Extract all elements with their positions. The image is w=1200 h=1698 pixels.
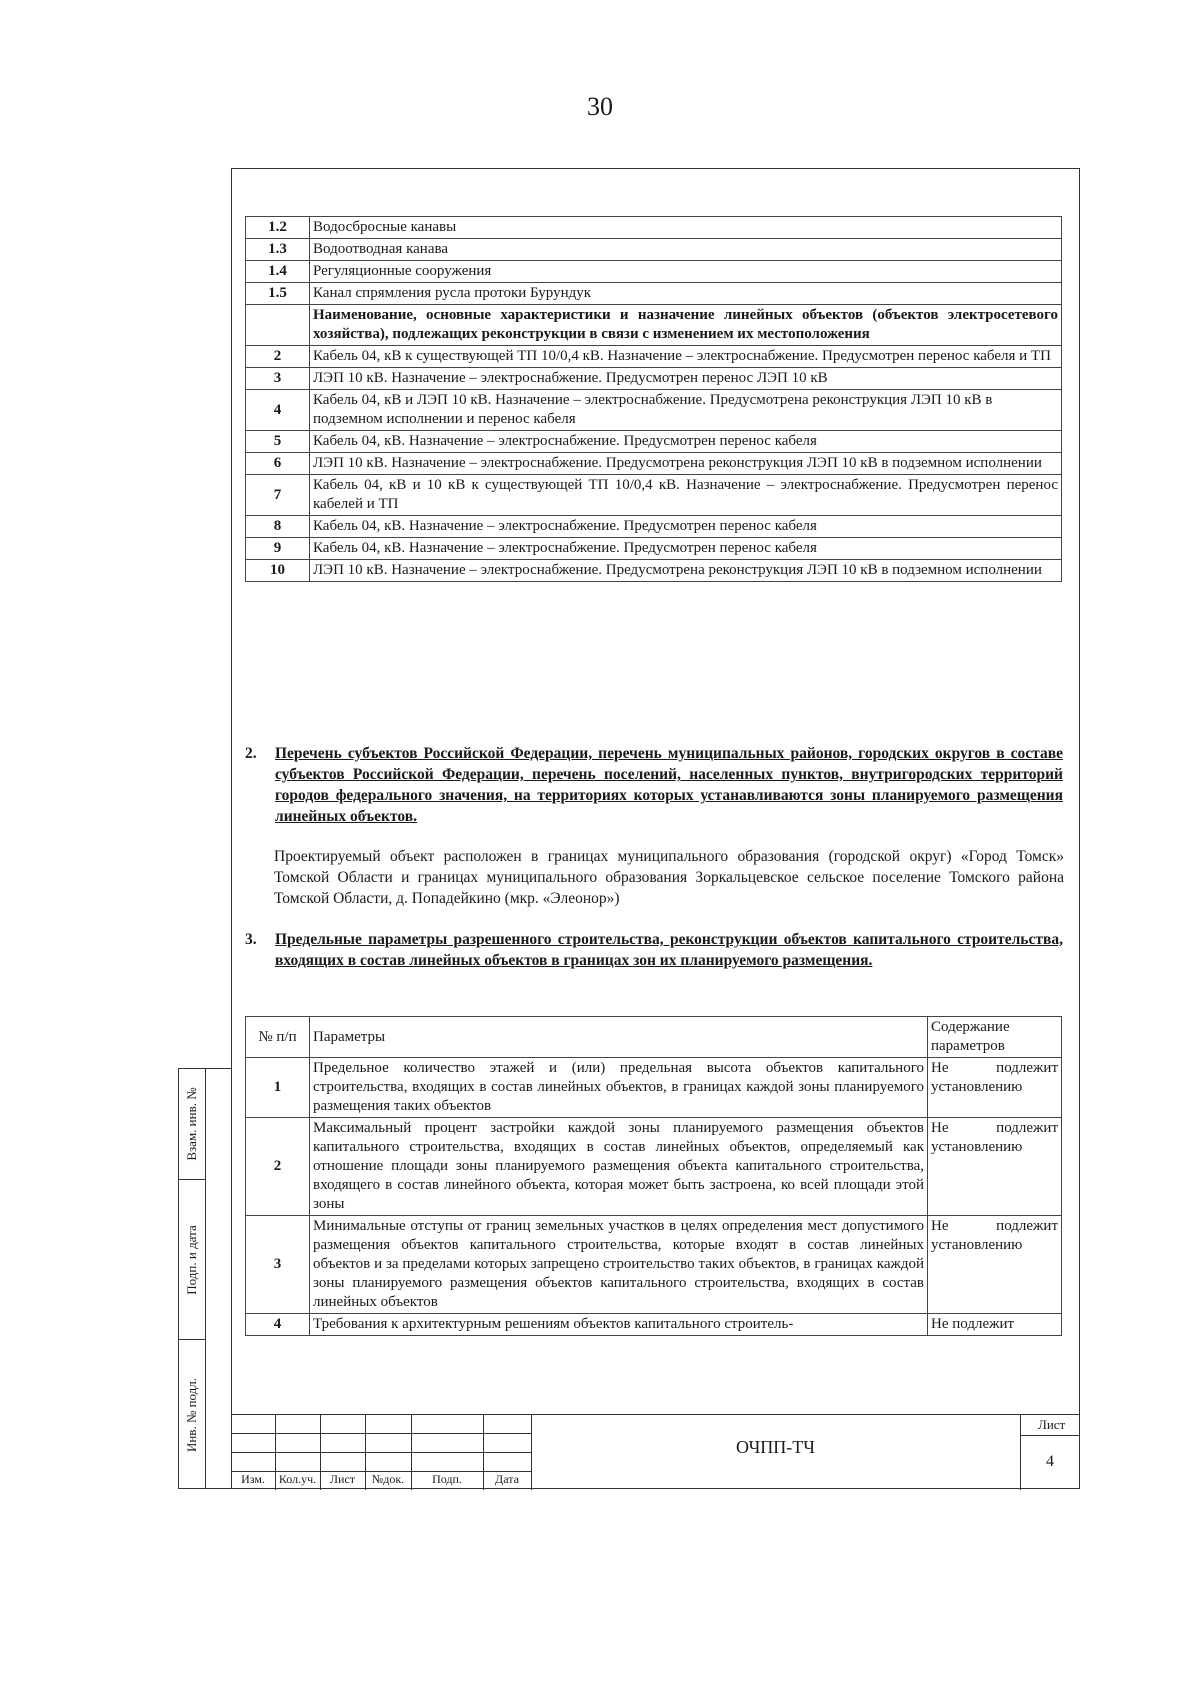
side-stamp-cell — [179, 1179, 205, 1340]
section-title: Перечень субъектов Российской Федерации, перечень муниципальных районов, городских округов в составе субъектов Российской Федерации, перечень поселений, населенных пунктов, внутригородских территорий городов федерального значения, на территориях которых устанавливаются зоны планируемого размещения линейных объектов. — [275, 745, 1063, 825]
row-number: 9 — [246, 538, 310, 560]
table-row — [246, 305, 1062, 346]
col-label: Дата — [495, 1472, 519, 1486]
table-row — [246, 453, 1062, 475]
row-content: Не подлежит установлению — [928, 1118, 1062, 1216]
row-text: Наименование, основные характеристики и назначение линейных объектов (объектов электросетевого хозяйства), подлежащих реконструкции в связи с изменением их местоположения — [310, 305, 1062, 346]
row-number: 1.2 — [246, 217, 310, 239]
parameters-table — [245, 1016, 1062, 1336]
page-number: 30 — [587, 92, 613, 121]
row-text: Кабель 04, кВ. Назначение – электроснабжение. Предусмотрен перенос кабеля — [310, 431, 1062, 453]
table-row — [246, 368, 1062, 390]
col-label: Кол.уч. — [278, 1472, 317, 1486]
table-row — [246, 1058, 1062, 1118]
row-content: Не подлежит установлению — [928, 1216, 1062, 1314]
row-text: Регуляционные сооружения — [310, 261, 1062, 283]
row-number: 8 — [246, 516, 310, 538]
row-text: ЛЭП 10 кВ. Назначение – электроснабжение. Предусмотрена реконструкция ЛЭП 10 кВ в подземном исполнении — [310, 453, 1062, 475]
row-number: 6 — [246, 453, 310, 475]
side-stamp-label: Взам. инв. № — [184, 1087, 199, 1161]
row-text: Водоотводная канава — [310, 239, 1062, 261]
side-stamp — [178, 1068, 231, 1489]
table-row — [246, 1314, 1062, 1336]
section-2-paragraph: Проектируемый объект расположен в границах муниципального образования (городской округ) «Город Томск» Томской Области и границах муниципального образования Зоркальцевское сельское поселение Томского района Томской Области, д. Попадейкино (мкр. «Элеонор») — [274, 848, 1064, 907]
section-number: 2. — [245, 745, 257, 762]
side-stamp-cell — [179, 1339, 205, 1490]
section-2-heading — [245, 743, 1063, 827]
row-param: Требования к архитектурным решениям объектов капитального строитель- — [310, 1314, 928, 1336]
table-row — [246, 283, 1062, 305]
header-num: № п/п — [246, 1017, 310, 1058]
section-3-heading — [245, 929, 1063, 971]
row-param: Максимальный процент застройки каждой зоны планируемого размещения объектов капитального строительства, входящих в состав линейных объектов, определяемый как отношение площади зоны планируемого размещения объекта капитального строительства, входящего в состав линейного объекта, которая может быть застроена, ко всей площади этой зоны — [310, 1118, 928, 1216]
row-number: 3 — [246, 368, 310, 390]
header-param: Параметры — [310, 1017, 928, 1058]
table-row — [246, 239, 1062, 261]
row-number: 4 — [246, 390, 310, 431]
col-label: №док. — [371, 1472, 405, 1486]
table-row — [246, 516, 1062, 538]
row-number: 1 — [246, 1058, 310, 1118]
row-text: Канал спрямления русла протоки Бурундук — [310, 283, 1062, 305]
col-label: Изм. — [241, 1472, 265, 1486]
table-row — [246, 560, 1062, 582]
row-number — [246, 305, 310, 346]
row-content: Не подлежит — [928, 1314, 1062, 1336]
row-number: 10 — [246, 560, 310, 582]
row-number: 5 — [246, 431, 310, 453]
row-number: 2 — [246, 346, 310, 368]
table-row — [246, 217, 1062, 239]
row-text: Кабель 04, кВ и ЛЭП 10 кВ. Назначение – электроснабжение. Предусмотрена реконструкция ЛЭП 10 кВ в подземном исполнении и перенос кабеля — [310, 390, 1062, 431]
objects-table — [245, 216, 1062, 582]
row-text: Кабель 04, кВ. Назначение – электроснабжение. Предусмотрен перенос кабеля — [310, 516, 1062, 538]
table-row — [246, 346, 1062, 368]
row-text: Кабель 04, кВ к существующей ТП 10/0,4 кВ. Назначение – электроснабжение. Предусмотрен перенос кабеля и ТП — [310, 346, 1062, 368]
side-stamp-label: Подп. и дата — [184, 1225, 199, 1295]
table-header-row — [246, 1017, 1062, 1058]
title-block — [231, 1414, 1080, 1489]
sheet-label: Лист — [1038, 1417, 1066, 1432]
table-row — [246, 1118, 1062, 1216]
row-number: 2 — [246, 1118, 310, 1216]
table-row — [246, 390, 1062, 431]
side-stamp-label: Инв. № подл. — [184, 1377, 199, 1453]
row-number: 1.5 — [246, 283, 310, 305]
table-row — [246, 1216, 1062, 1314]
row-text: Кабель 04, кВ. Назначение – электроснабжение. Предусмотрен перенос кабеля — [310, 538, 1062, 560]
row-number: 1.4 — [246, 261, 310, 283]
table-row — [246, 261, 1062, 283]
table-row — [246, 538, 1062, 560]
row-text: Водосбросные канавы — [310, 217, 1062, 239]
section-title: Предельные параметры разрешенного строительства, реконструкции объектов капитального строительства, входящих в состав линейных объектов в границах зон их планируемого размещения. — [275, 931, 1063, 969]
row-text: ЛЭП 10 кВ. Назначение – электроснабжение. Предусмотрена реконструкция ЛЭП 10 кВ в подземном исполнении — [310, 560, 1062, 582]
table-row — [246, 475, 1062, 516]
row-text: Кабель 04, кВ и 10 кВ к существующей ТП 10/0,4 кВ. Назначение – электроснабжение. Предусмотрен перенос кабелей и ТП — [310, 475, 1062, 516]
row-param: Предельное количество этажей и (или) предельная высота объектов капитального строительства, входящих в состав линейных объектов, в границах каждой зоны планируемого размещения таких объектов — [310, 1058, 928, 1118]
sheet-number: 4 — [1046, 1453, 1054, 1470]
col-label: Лист — [329, 1472, 356, 1486]
row-number: 3 — [246, 1216, 310, 1314]
row-text: ЛЭП 10 кВ. Назначение – электроснабжение. Предусмотрен перенос ЛЭП 10 кВ — [310, 368, 1062, 390]
table-row — [246, 431, 1062, 453]
col-label: Подп. — [432, 1472, 462, 1486]
row-number: 1.3 — [246, 239, 310, 261]
side-stamp-cell — [179, 1069, 205, 1179]
section-number: 3. — [245, 931, 257, 948]
row-param: Минимальные отступы от границ земельных участков в целях определения мест допустимого размещения объектов капитального строительства, которые входят в состав линейных объектов и за пределами которых запрещено строительство таких объектов, в границах каждой зоны планируемого размещения объектов капитального строительства, входящих в состав линейных объектов — [310, 1216, 928, 1314]
row-content: Не подлежит установлению — [928, 1058, 1062, 1118]
header-content: Содержание параметров — [928, 1017, 1062, 1058]
row-number: 4 — [246, 1314, 310, 1336]
document-code: ОЧПП-ТЧ — [736, 1437, 815, 1457]
row-number: 7 — [246, 475, 310, 516]
